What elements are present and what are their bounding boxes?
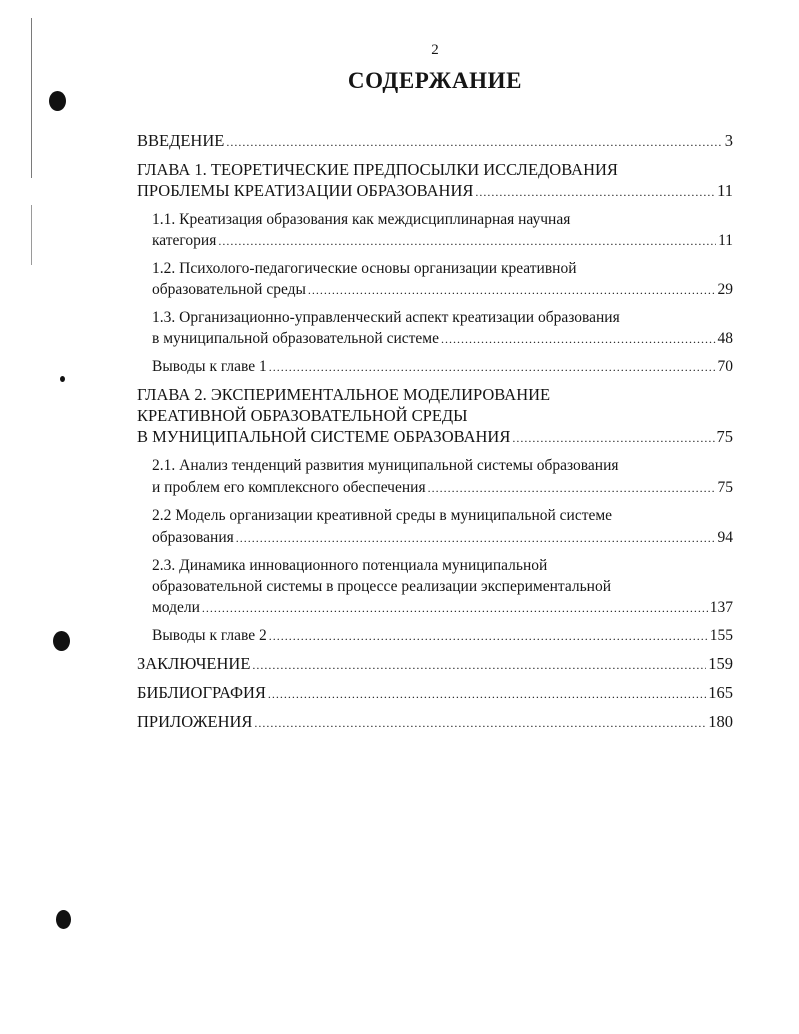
- dot-leader: [268, 684, 706, 705]
- dot-leader: [218, 231, 716, 252]
- toc-entry-section-1-2[interactable]: [137, 258, 733, 301]
- toc-page-number: 11: [717, 181, 733, 200]
- toc-entry-title: модели: [152, 599, 200, 616]
- dot-leader: [475, 182, 715, 203]
- page-number: 2: [431, 42, 439, 58]
- toc-entry-title: образовательной среды: [152, 281, 306, 298]
- page-title: СОДЕРЖАНИЕ: [347, 68, 523, 93]
- toc-entry-title: Выводы к главе 2: [152, 627, 267, 644]
- dot-leader: [254, 713, 706, 734]
- toc-page-number: 75: [716, 427, 733, 446]
- toc-entry-title-line: 1.3. Организационно-управленческий аспект креатизации образования: [152, 309, 620, 326]
- toc-page-number: 180: [708, 712, 733, 731]
- toc-page-number: 75: [717, 479, 733, 496]
- dot-leader: [308, 280, 716, 301]
- toc-entry-section-1-3[interactable]: [137, 307, 733, 350]
- toc-entry-title: ЗАКЛЮЧЕНИЕ: [137, 654, 251, 673]
- toc-page-number: 165: [708, 683, 733, 702]
- toc-entry-section-2-3[interactable]: [137, 555, 733, 619]
- dot-leader: [202, 598, 708, 619]
- dot-leader: [512, 428, 714, 449]
- toc-entry-conclusions-2[interactable]: [137, 625, 733, 647]
- toc-entry-title-line: КРЕАТИВНОЙ ОБРАЗОВАТЕЛЬНОЙ СРЕДЫ: [137, 406, 468, 425]
- ink-blot: [60, 376, 65, 382]
- toc-page-number: 159: [708, 654, 733, 673]
- toc-page-number: 155: [709, 627, 733, 644]
- dot-leader: [269, 357, 716, 378]
- toc-page-number: 48: [717, 330, 733, 347]
- toc-entry-title: БИБЛИОГРАФИЯ: [137, 683, 266, 702]
- toc-entry-title-line: 2.2 Модель организации креативной среды в муниципальной системе: [152, 507, 613, 524]
- toc-page-number: 70: [717, 358, 733, 375]
- toc-entry-section-2-2[interactable]: [137, 505, 733, 549]
- toc-entry-title-line: образовательной системы в процессе реализации экспериментальной: [152, 578, 611, 595]
- ink-blot: [53, 631, 70, 651]
- toc-entry-section-2-1[interactable]: [137, 455, 733, 499]
- toc-page-number: 29: [717, 281, 733, 298]
- toc-entry-title-line: 1.1. Креатизация образования как междисциплинарная научная: [152, 211, 571, 228]
- dot-leader: [428, 477, 716, 499]
- toc-entry-appendices[interactable]: [137, 711, 733, 734]
- toc-entry-title: ПРОБЛЕМЫ КРЕАТИЗАЦИИ ОБРАЗОВАНИЯ: [137, 181, 474, 200]
- toc-page-number: 11: [718, 232, 733, 249]
- toc-entry-title: категория: [152, 232, 217, 249]
- toc-page-number: 137: [709, 599, 733, 616]
- toc-entry-title: и проблем его комплексного обеспечения: [152, 479, 426, 496]
- dot-leader: [441, 329, 716, 350]
- toc-entry-chapter-2[interactable]: [137, 384, 733, 449]
- toc-entry-title: в муниципальной образовательной системе: [152, 330, 439, 347]
- toc-entry-section-1-1[interactable]: [137, 209, 733, 252]
- table-of-contents: [137, 130, 733, 740]
- toc-entry-title: Выводы к главе 1: [152, 358, 267, 375]
- toc-entry-chapter-1[interactable]: [137, 159, 733, 203]
- toc-entry-conclusions-1[interactable]: [137, 356, 733, 378]
- toc-entry-title-line: ГЛАВА 1. ТЕОРЕТИЧЕСКИЕ ПРЕДПОСЫЛКИ ИССЛЕДОВАНИЯ: [137, 160, 618, 179]
- toc-entry-conclusion[interactable]: [137, 653, 733, 676]
- toc-entry-title-line: ГЛАВА 2. ЭКСПЕРИМЕНТАЛЬНОЕ МОДЕЛИРОВАНИЕ: [137, 385, 551, 404]
- toc-page-number: 94: [717, 529, 733, 546]
- toc-entry-title-line: 1.2. Психолого-педагогические основы организации креативной: [152, 260, 577, 277]
- toc-entry-title: В МУНИЦИПАЛЬНОЙ СИСТЕМЕ ОБРАЗОВАНИЯ: [137, 427, 511, 446]
- dot-leader: [252, 655, 706, 676]
- toc-entry-title-line: 2.1. Анализ тенденций развития муниципальной системы образования: [152, 457, 619, 474]
- dot-leader: [226, 132, 722, 153]
- ink-blot: [56, 910, 71, 929]
- toc-entry-title-line: 2.3. Динамика инновационного потенциала муниципальной: [152, 557, 548, 574]
- toc-entry-bibliography[interactable]: [137, 682, 733, 705]
- toc-entry-introduction[interactable]: [137, 130, 733, 153]
- dot-leader: [236, 527, 716, 549]
- toc-entry-title: ПРИЛОЖЕНИЯ: [137, 712, 253, 731]
- dot-leader: [269, 626, 708, 647]
- ink-blot: [49, 91, 66, 111]
- toc-page-number: 3: [724, 131, 733, 150]
- toc-entry-title: образования: [152, 529, 234, 546]
- toc-entry-title: ВВЕДЕНИЕ: [137, 131, 225, 150]
- scan-margin-line: [31, 205, 32, 265]
